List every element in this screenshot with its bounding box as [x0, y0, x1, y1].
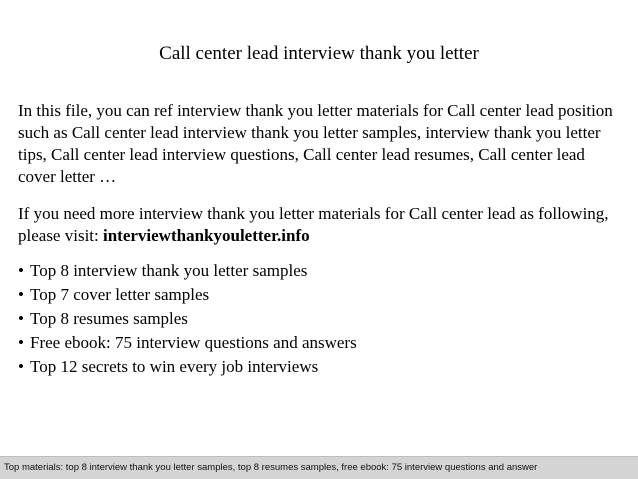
bullet-icon: •	[18, 285, 24, 304]
list-item	[18, 307, 623, 331]
list-item-label: Top 8 interview thank you letter samples	[30, 261, 308, 280]
intro-paragraph: In this file, you can ref interview thank you letter materials for Call center lead position such as Call center lead interview thank you letter samples, interview thank you letter tips, Call center lead interview questions, Call center lead resumes, Call center lead cover letter …	[18, 101, 613, 186]
list-item	[18, 355, 623, 379]
list-item-label: Top 12 secrets to win every job interviews	[30, 357, 319, 376]
footer-text: Top materials: top 8 interview thank you letter samples, top 8 resumes samples, free ebook: 75 interview questions and answer	[4, 462, 538, 473]
list-item	[18, 259, 623, 283]
footer-bar	[0, 456, 638, 479]
page-title: Call center lead interview thank you letter	[159, 43, 479, 64]
materials-list	[18, 259, 623, 379]
list-item	[18, 331, 623, 355]
website-link[interactable]: interviewthankyouletter.info	[102, 226, 310, 245]
more-info-paragraph	[18, 203, 623, 247]
list-item-label: Free ebook: 75 interview questions and answers	[30, 333, 357, 352]
list-item-label: Top 7 cover letter samples	[30, 285, 210, 304]
bullet-icon: •	[18, 261, 24, 280]
bullet-icon: •	[18, 357, 24, 376]
more-info-text: If you need more interview thank you letter materials for Call center lead as following, please visit:	[18, 204, 609, 245]
list-item	[18, 283, 623, 307]
list-item-label: Top 8 resumes samples	[30, 309, 188, 328]
bullet-icon: •	[18, 333, 24, 352]
bullet-icon: •	[18, 309, 24, 328]
